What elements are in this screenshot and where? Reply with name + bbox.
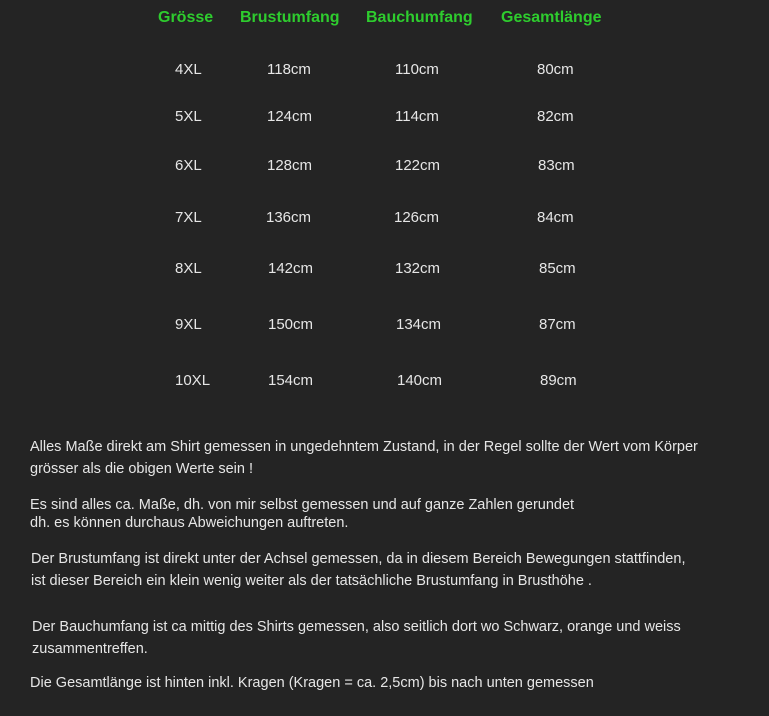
chest-cell: 128cm	[267, 157, 313, 174]
note-line: Der Bauchumfang ist ca mittig des Shirts gemessen, also seitlich dort wo Schwarz, orange und weiss	[32, 619, 681, 635]
length-cell: 82cm	[537, 108, 574, 125]
length-cell: 85cm	[539, 260, 576, 277]
belly-cell: 126cm	[394, 209, 440, 226]
belly-cell: 134cm	[396, 316, 442, 333]
note-line: grösser als die obigen Werte sein !	[30, 461, 253, 477]
note-line: Der Brustumfang ist direkt unter der Achsel gemessen, da in diesem Bereich Bewegungen stattfinden,	[31, 551, 686, 567]
belly-cell: 114cm	[395, 108, 439, 125]
header-bauchumfang: Bauchumfang	[366, 9, 473, 26]
size-cell: 10XL	[175, 372, 211, 389]
chest-cell: 118cm	[267, 61, 311, 78]
length-cell: 84cm	[537, 209, 574, 226]
note-line: zusammentreffen.	[32, 641, 148, 657]
size-cell: 9XL	[175, 316, 202, 333]
note-bauchumfang	[32, 616, 681, 660]
note-approximate	[30, 494, 574, 534]
length-cell: 83cm	[538, 157, 575, 174]
note-line: dh. es können durchaus Abweichungen auftreten.	[30, 515, 349, 531]
size-cell: 6XL	[175, 157, 202, 174]
belly-cell: 122cm	[395, 157, 441, 174]
note-line: Alles Maße direkt am Shirt gemessen in ungedehntem Zustand, in der Regel sollte der Wert vom Körper	[30, 439, 698, 455]
chest-cell: 150cm	[268, 316, 314, 333]
note-gesamtlaenge	[30, 672, 594, 694]
header-gesamtlaenge: Gesamtlänge	[501, 9, 602, 26]
belly-cell: 110cm	[395, 61, 439, 78]
header-brustumfang: Brustumfang	[240, 9, 340, 26]
length-cell: 87cm	[539, 316, 576, 333]
note-brustumfang	[31, 548, 685, 592]
size-cell: 5XL	[175, 108, 202, 125]
chest-cell: 124cm	[267, 108, 313, 125]
length-cell: 80cm	[537, 61, 574, 78]
note-line: Die Gesamtlänge ist hinten inkl. Kragen (Kragen = ca. 2,5cm) bis nach unten gemessen	[30, 675, 594, 691]
size-cell: 4XL	[175, 61, 202, 78]
size-cell: 8XL	[175, 260, 202, 277]
length-cell: 89cm	[540, 372, 577, 389]
chest-cell: 154cm	[268, 372, 314, 389]
header-groesse: Grösse	[158, 9, 214, 26]
note-measurement-method	[30, 436, 698, 480]
belly-cell: 140cm	[397, 372, 443, 389]
note-line: ist dieser Bereich ein klein wenig weiter als der tatsächliche Brustumfang in Brusthöhe .	[31, 573, 592, 589]
note-line: Es sind alles ca. Maße, dh. von mir selbst gemessen und auf ganze Zahlen gerundet	[30, 497, 575, 513]
size-cell: 7XL	[175, 209, 202, 226]
belly-cell: 132cm	[395, 260, 441, 277]
chest-cell: 136cm	[266, 209, 312, 226]
chest-cell: 142cm	[268, 260, 314, 277]
